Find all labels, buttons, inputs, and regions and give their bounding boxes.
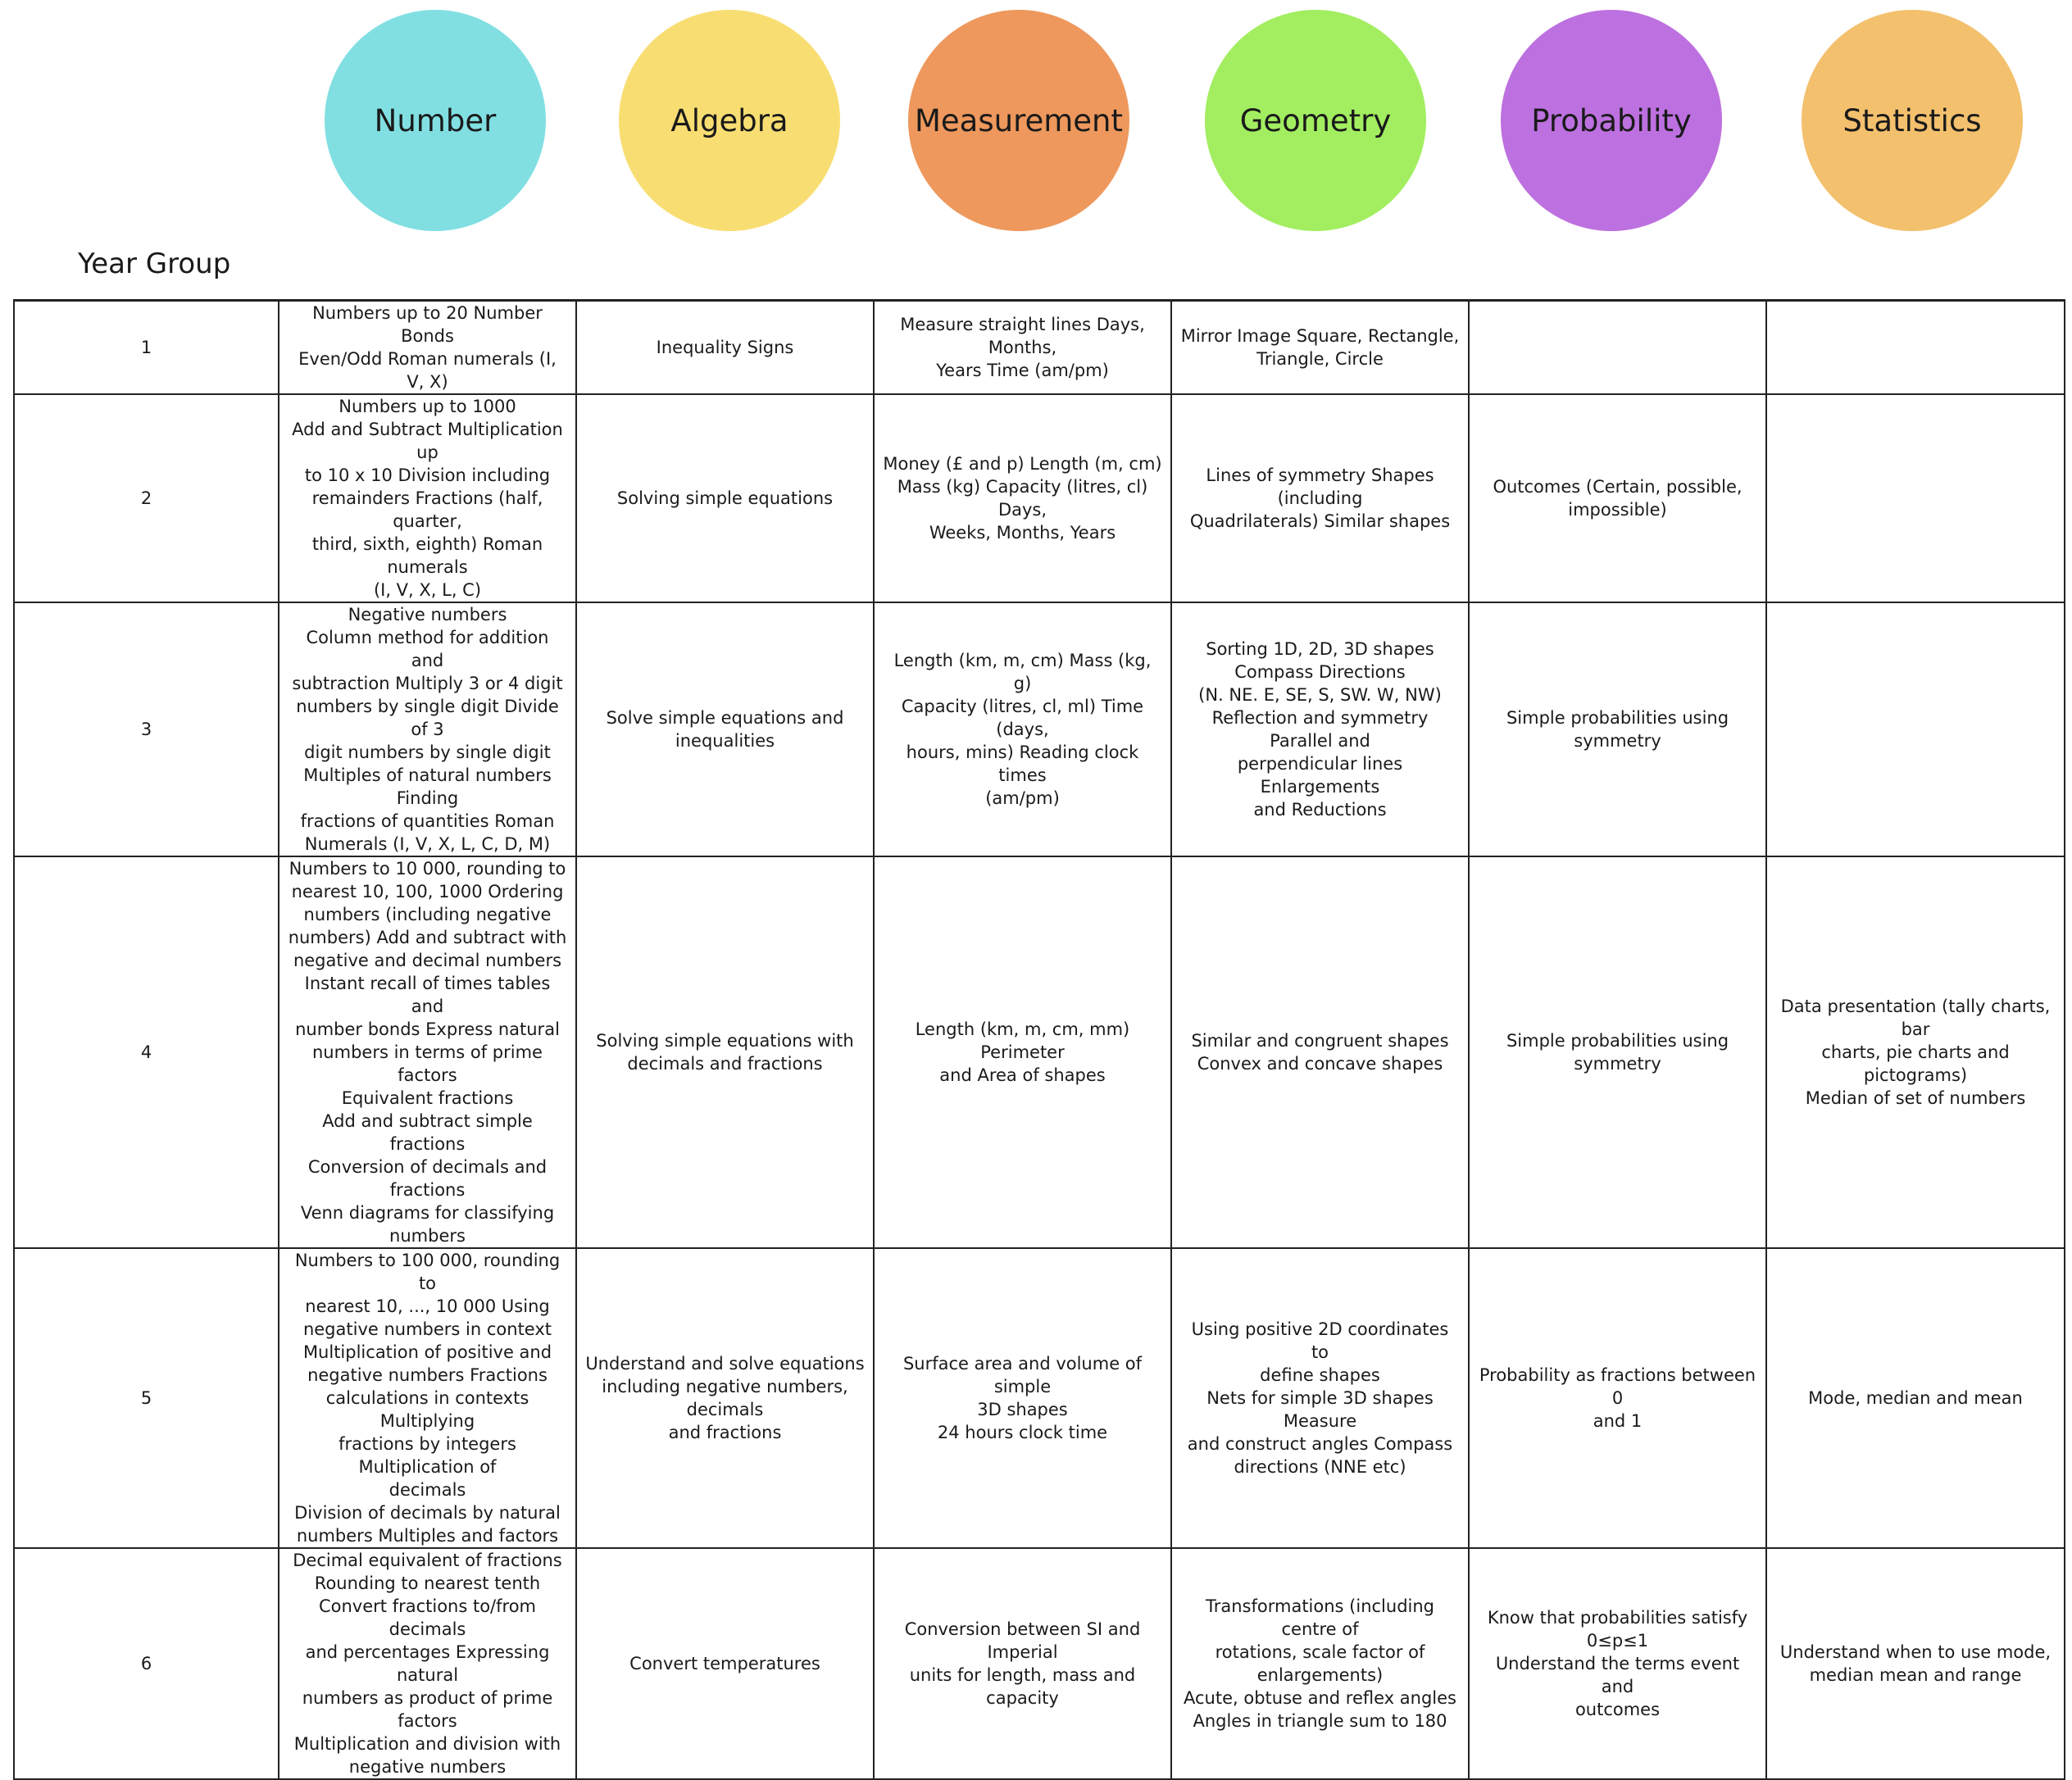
strand-label-measurement: Measurement bbox=[914, 102, 1123, 138]
measurement-cell: Measure straight lines Days, Months, Years Time (am/pm) bbox=[874, 301, 1171, 395]
algebra-cell: Solve simple equations and inequalities bbox=[576, 602, 874, 856]
probability-cell: Probability as fractions between 0 and 1 bbox=[1469, 1248, 1766, 1548]
geometry-cell: Similar and congruent shapes Convex and concave shapes bbox=[1171, 856, 1469, 1248]
strand-circle-measurement bbox=[908, 10, 1129, 231]
strand-label-algebra: Algebra bbox=[670, 102, 788, 138]
measurement-cell: Money (£ and p) Length (m, cm) Mass (kg) Capacity (litres, cl) Days, Weeks, Months, Years bbox=[874, 394, 1171, 602]
table-row bbox=[14, 1248, 2065, 1548]
statistics-cell bbox=[1766, 301, 2065, 395]
number-cell: Numbers up to 1000 Add and Subtract Multiplication up to 10 x 10 Division including remainders Fractions (half, quarter, third, sixth, eighth) Roman numerals (I, V, X, L, C) bbox=[279, 394, 576, 602]
strand-circle-probability bbox=[1501, 10, 1722, 231]
measurement-cell: Length (km, m, cm, mm) Perimeter and Area of shapes bbox=[874, 856, 1171, 1248]
table-row bbox=[14, 301, 2065, 395]
probability-cell: Outcomes (Certain, possible, impossible) bbox=[1469, 394, 1766, 602]
probability-cell: Simple probabilities using symmetry bbox=[1469, 856, 1766, 1248]
measurement-cell: Length (km, m, cm) Mass (kg, g) Capacity (litres, cl, ml) Time (days, hours, mins) Reading clock times (am/pm) bbox=[874, 602, 1171, 856]
measurement-cell: Conversion between SI and Imperial units for length, mass and capacity bbox=[874, 1548, 1171, 1779]
geometry-cell: Mirror Image Square, Rectangle, Triangle, Circle bbox=[1171, 301, 1469, 395]
number-cell: Negative numbers Column method for addition and subtraction Multiply 3 or 4 digit numbers by single digit Divide of 3 digit numbers by single digit Multiples of natural numbers Finding fractions of quantities Roman Numerals (I, V, X, L, C, D, M) bbox=[279, 602, 576, 856]
probability-cell bbox=[1469, 301, 1766, 395]
strand-label-geometry: Geometry bbox=[1239, 102, 1392, 138]
table-row bbox=[14, 602, 2065, 856]
geometry-cell: Sorting 1D, 2D, 3D shapes Compass Directions (N. NE. E, SE, S, SW. W, NW) Reflection and symmetry Parallel and perpendicular lines Enlargements and Reductions bbox=[1171, 602, 1469, 856]
year-group-label: Year Group bbox=[78, 247, 231, 280]
strand-circle-statistics bbox=[1802, 10, 2023, 231]
year-cell: 3 bbox=[14, 602, 279, 856]
geometry-cell: Lines of symmetry Shapes (including Quadrilaterals) Similar shapes bbox=[1171, 394, 1469, 602]
strand-circle-number bbox=[325, 10, 546, 231]
year-cell: 1 bbox=[14, 301, 279, 395]
number-cell: Decimal equivalent of fractions Rounding to nearest tenth Convert fractions to/from decimals and percentages Expressing natural numbers as product of prime factors Multiplication and division with negative numbers bbox=[279, 1548, 576, 1779]
statistics-cell: Mode, median and mean bbox=[1766, 1248, 2065, 1548]
year-cell: 6 bbox=[14, 1548, 279, 1779]
probability-cell: Know that probabilities satisfy 0≤p≤1 Understand the terms event and outcomes bbox=[1469, 1548, 1766, 1779]
algebra-cell: Inequality Signs bbox=[576, 301, 874, 395]
year-cell: 2 bbox=[14, 394, 279, 602]
geometry-cell: Transformations (including centre of rotations, scale factor of enlargements) Acute, obtuse and reflex angles Angles in triangle sum to 180 bbox=[1171, 1548, 1469, 1779]
strand-label-statistics: Statistics bbox=[1843, 102, 1982, 138]
strand-circle-algebra bbox=[619, 10, 840, 231]
year-cell: 4 bbox=[14, 856, 279, 1248]
table-row bbox=[14, 1548, 2065, 1779]
curriculum-table bbox=[13, 299, 2065, 1780]
algebra-cell: Solving simple equations bbox=[576, 394, 874, 602]
year-cell: 5 bbox=[14, 1248, 279, 1548]
geometry-cell: Using positive 2D coordinates to define shapes Nets for simple 3D shapes Measure and construct angles Compass directions (NNE etc) bbox=[1171, 1248, 1469, 1548]
number-cell: Numbers to 10 000, rounding to nearest 10, 100, 1000 Ordering numbers (including negative numbers) Add and subtract with negative and decimal numbers Instant recall of times tables and number bonds Express natural numbers in terms of prime factors Equivalent fractions Add and subtract simple fractions Conversion of decimals and fractions Venn diagrams for classifying numbers bbox=[279, 856, 576, 1248]
statistics-cell: Data presentation (tally charts, bar charts, pie charts and pictograms) Median of set of numbers bbox=[1766, 856, 2065, 1248]
number-cell: Numbers to 100 000, rounding to nearest 10, ..., 10 000 Using negative numbers in context Multiplication of positive and negative numbers Fractions calculations in contexts Multiplying fractions by integers Multiplication of decimals Division of decimals by natural numbers Multiples and factors bbox=[279, 1248, 576, 1548]
strand-label-number: Number bbox=[374, 102, 497, 138]
table-row bbox=[14, 394, 2065, 602]
strand-circle-geometry bbox=[1205, 10, 1426, 231]
number-cell: Numbers up to 20 Number Bonds Even/Odd Roman numerals (I, V, X) bbox=[279, 301, 576, 395]
table-row bbox=[14, 856, 2065, 1248]
statistics-cell bbox=[1766, 602, 2065, 856]
algebra-cell: Understand and solve equations including negative numbers, decimals and fractions bbox=[576, 1248, 874, 1548]
probability-cell: Simple probabilities using symmetry bbox=[1469, 602, 1766, 856]
algebra-cell: Solving simple equations with decimals and fractions bbox=[576, 856, 874, 1248]
algebra-cell: Convert temperatures bbox=[576, 1548, 874, 1779]
statistics-cell: Understand when to use mode, median mean and range bbox=[1766, 1548, 2065, 1779]
statistics-cell bbox=[1766, 394, 2065, 602]
strand-label-probability: Probability bbox=[1531, 102, 1692, 138]
measurement-cell: Surface area and volume of simple 3D shapes 24 hours clock time bbox=[874, 1248, 1171, 1548]
